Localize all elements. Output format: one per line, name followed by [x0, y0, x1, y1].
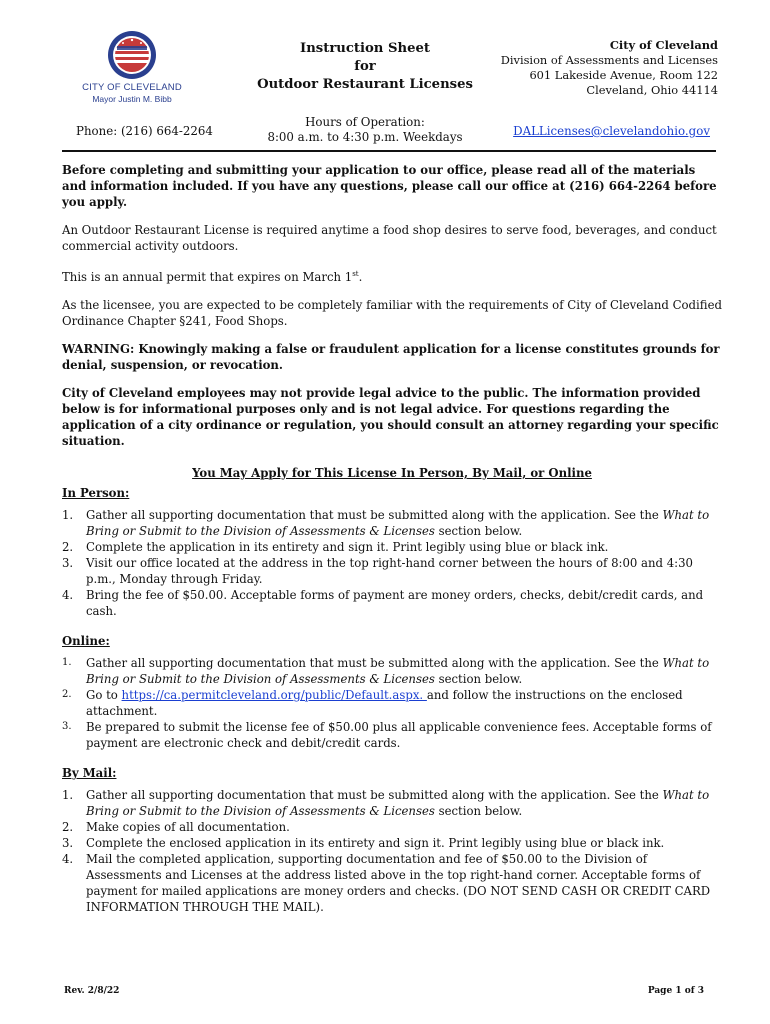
logo-city-name: CITY OF CLEVELAND	[82, 82, 182, 93]
list-item	[62, 507, 722, 539]
item-reference: What to Bring or Submit to the Division of Assessments & Licenses	[86, 787, 710, 818]
item-text-end: section below.	[434, 671, 523, 686]
list-item	[62, 719, 722, 751]
item-text: Bring the fee of $50.00. Acceptable forms of payment are money orders, checks, debit/credit cards, and cash.	[86, 587, 704, 618]
city-seal-icon	[107, 30, 157, 80]
item-text-end: section below.	[434, 803, 523, 818]
list-number: 3.	[62, 555, 74, 570]
list-number: 2.	[62, 819, 74, 834]
list-item	[62, 819, 722, 835]
list-number: 3.	[62, 720, 72, 732]
item-reference: What to Bring or Submit to the Division of Assessments & Licenses	[86, 655, 710, 686]
item-text: Make copies of all documentation.	[86, 819, 290, 834]
expiry-text: This is an annual permit that expires on March 1	[62, 269, 353, 284]
legal-disclaimer: City of Cleveland employees may not provide legal advice to the public. The information provided below is for informational purposes only and is not legal advice. For questions regarding the application of a city ordinance or regulation, you should consult an attorney regarding your specific situation.	[62, 385, 719, 448]
item-text-end: and follow the instructions on the enclosed attachment.	[86, 687, 683, 718]
item-text: Visit our office located at the address in the top right-hand corner between the hours of 8:00 and 4:30 p.m., Monday through Friday.	[86, 555, 693, 586]
document-title	[250, 40, 480, 94]
city-logo	[62, 30, 202, 104]
list-item	[62, 587, 722, 619]
address-line-1: 601 Lakeside Avenue, Room 122	[529, 68, 718, 82]
list-number: 1.	[62, 507, 74, 522]
online-heading: Online:	[62, 633, 110, 648]
office-hours	[250, 115, 480, 145]
by-mail-list	[62, 787, 722, 915]
item-text-end: section below.	[434, 523, 523, 538]
list-item	[62, 539, 722, 555]
header-divider	[62, 150, 716, 152]
office-address	[501, 38, 718, 98]
list-number: 1.	[62, 656, 72, 668]
list-number: 4.	[62, 587, 74, 602]
item-text: Gather all supporting documentation that must be submitted along with the application. See the	[86, 507, 663, 522]
item-text: Complete the enclosed application in its entirety and sign it. Print legibly using blue or black ink.	[86, 835, 665, 850]
item-reference: What to Bring or Submit to the Division of Assessments & Licenses	[86, 507, 710, 538]
list-number: 2.	[62, 688, 72, 700]
in-person-list	[62, 507, 722, 619]
item-text: Mail the completed application, supporting documentation and fee of $50.00 to the Division of Assessments and Licenses at the address listed above in the top right-hand corner. Acceptable forms of payment for mailed applications are money orders and checks. (DO NOT SEND CASH OR CREDIT CARD INFORMATION THROUGH THE MAIL).	[86, 851, 711, 914]
list-item	[62, 687, 722, 719]
division-name: Division of Assessments and Licenses	[500, 53, 718, 67]
list-number: 2.	[62, 539, 74, 554]
expiry-paragraph	[62, 266, 722, 285]
permit-portal-link[interactable]: https://ca.permitcleveland.org/public/Default.aspx.	[121, 687, 427, 702]
org-name: City of Cleveland	[609, 38, 718, 52]
item-text: Gather all supporting documentation that must be submitted along with the application. See the	[86, 787, 663, 802]
licensee-paragraph: As the licensee, you are expected to be completely familiar with the requirements of City of Cleveland Codified Ordinance Chapter §241, Food Shops.	[62, 297, 722, 328]
intro-paragraph-1: An Outdoor Restaurant License is required anytime a food shop desires to serve food, beverages, and conduct commercial activity outdoors.	[62, 223, 717, 253]
item-text: Complete the application in its entirety and sign it. Print legibly using blue or black ink.	[86, 539, 609, 554]
title-line-2: for	[354, 59, 376, 74]
item-text: Go to	[86, 687, 122, 702]
list-item	[62, 655, 722, 687]
list-item	[62, 835, 722, 851]
expiry-period: .	[358, 269, 363, 284]
expiry-ordinal: st	[352, 270, 359, 278]
list-item	[62, 787, 722, 819]
in-person-heading: In Person:	[62, 485, 130, 500]
list-item	[62, 555, 722, 587]
warning-paragraph: WARNING: Knowingly making a false or fraudulent application for a license constitutes grounds for denial, suspension, or revocation.	[62, 341, 720, 372]
hours-value: 8:00 a.m. to 4:30 p.m. Weekdays	[267, 130, 463, 144]
notice-paragraph: Before completing and submitting your application to our office, please read all of the materials and information included. If you have any questions, please call our office at (216) 664-2264 before you apply.	[62, 163, 717, 209]
item-text: Gather all supporting documentation that must be submitted along with the application. See the	[86, 655, 663, 670]
by-mail-heading: By Mail:	[62, 765, 117, 780]
title-line-3: Outdoor Restaurant Licenses	[257, 77, 473, 92]
document-body	[62, 162, 722, 929]
apply-methods-heading: You May Apply for This License In Person, By Mail, or Online	[192, 465, 592, 480]
page-number: Page 1 of 3	[647, 986, 704, 996]
hours-label: Hours of Operation:	[305, 115, 425, 129]
logo-mayor-name: Mayor Justin M. Bibb	[92, 94, 172, 104]
email-link[interactable]: DALLicenses@clevelandohio.gov	[513, 124, 710, 138]
list-item	[62, 851, 722, 915]
revision-date: Rev. 2/8/22	[64, 986, 120, 996]
item-text: Be prepared to submit the license fee of $50.00 plus all applicable convenience fees. Acceptable forms of payment are electronic check and debit/credit cards.	[86, 719, 712, 750]
list-number: 1.	[62, 787, 74, 802]
phone-number: Phone: (216) 664-2264	[76, 124, 213, 138]
title-line-1: Instruction Sheet	[300, 41, 430, 56]
online-list	[62, 655, 722, 751]
list-number: 3.	[62, 835, 74, 850]
address-line-2: Cleveland, Ohio 44114	[586, 83, 718, 97]
list-number: 4.	[62, 851, 74, 866]
